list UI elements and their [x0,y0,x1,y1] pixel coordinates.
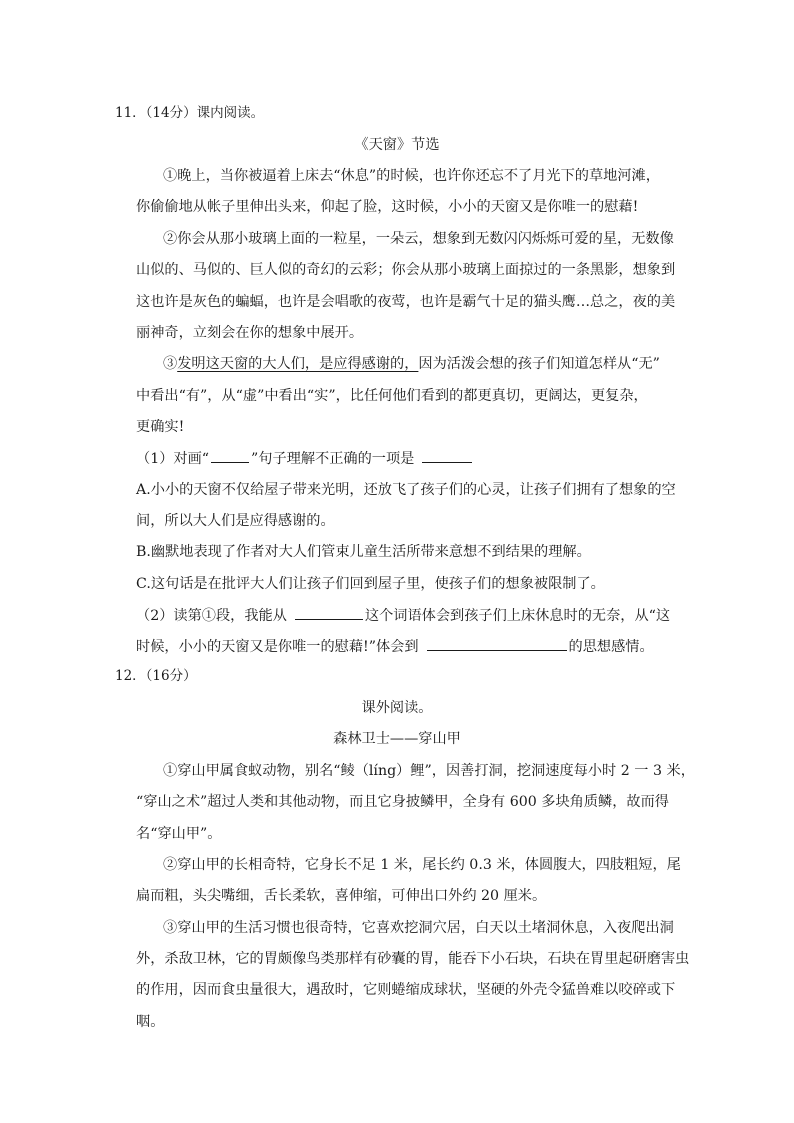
q11-sub2-part4: 的思想感情。 [568,639,654,655]
q11-p2-line1: ②你会从那小玻璃上面的一粒星，一朵云，想象到无数闪闪烁烁可爱的星，无数像 [163,231,674,247]
q11-p1-line1: ①晚上，当你被逼着上床去“休息”的时候，也许你还忘不了月光下的草地河滩， [163,168,660,184]
q11-p2-line2: 山似的、马似的、巨人似的奇幻的云彩；你会从那小玻璃上面掠过的一条黑影，想象到 [136,262,676,278]
q11-sub1-answer-blank[interactable] [422,448,472,463]
q11-p3-line2: 中看出“有”，从“虚”中看出“实”，比任何他们看到的都更真切，更阔达，更复杂， [136,388,648,404]
q11-sub2-part2: 这个词语体会到孩子们上床休息时的无奈，从“这 [364,608,671,624]
q11-sub1-quote-blank[interactable] [211,448,249,463]
q12-p1-line2: “穿山之术”超过人类和其他动物，而且它身披鳞甲，全身有 600 多块角质鳞，故而得 [136,794,669,810]
q11-sub2-part3: 时候，小小的天窗又是你唯一的慰藉!”体会到 [136,639,419,655]
q12-p1-line3: 名“穿山甲”。 [136,826,222,842]
q11-title: 《天窗》节选 [354,137,440,153]
q12-p2-line2: 扁而粗，头尖嘴细，舌长柔软，喜伸缩，可伸出口外约 20 厘米。 [136,888,547,904]
q11-sub1-middle: ”句子理解不正确的一项是 [251,451,415,467]
q11-sub2-line1 [136,605,670,626]
q11-sub1-question [136,448,474,469]
q12-p2-line1: ②穿山甲的长相奇特，它身长不足 1 米，尾长约 0.3 米，体圆腹大，四肢粗短，尾 [163,857,681,873]
q12-p3-line2: 外，杀敌卫林，它的胃颇像鸟类那样有砂囊的胃，能吞下小石块，石块在胃里起研磨害虫 [136,951,690,967]
q12-p3-line4: 咽。 [136,1014,165,1030]
q11-sub2-line2 [136,636,654,657]
q11-sub2-word-blank[interactable] [295,605,363,620]
q11-option-c: C.这句话是在批评大人们让孩子们回到屋子里，使孩子们的想象被限制了。 [136,576,605,592]
q12-p3-line3: 的作用，因而食虫量很大，遇敌时，它则蜷缩成球状，坚硬的外壳令猛兽难以咬碎或下 [136,982,676,998]
q11-sub2-part1: （2）读第①段，我能从 [136,608,287,624]
q11-p3-line3: 更确实! [136,419,185,435]
q12-p3-line1: ③穿山甲的生活习惯也很奇特，它喜欢挖洞穴居，白天以土堵洞休息，入夜爬出洞 [163,920,674,936]
q11-p2-line4: 丽神奇，立刻会在你的想象中展开。 [136,325,364,341]
q11-sub2-feeling-blank[interactable] [427,636,567,651]
q11-option-b: B.幽默地表现了作者对大人们管束儿童生活所带来意想不到结果的理解。 [136,544,591,560]
q11-sub1-prefix: （1）对画“ [136,451,210,467]
q11-p2-line3: 这也许是灰色的蝙蝠，也许是会唱歌的夜莺，也许是霸气十足的猫头鹰…总之，夜的美 [136,294,676,310]
q11-underlined-sentence: 发明这天窗的大人们，是应得感谢的， [177,356,419,372]
q11-option-a-line1: A.小小的天窗不仅给屋子带来光明，还放飞了孩子们的心灵，让孩子们拥有了想象的空 [136,482,676,498]
q12-p1-line1: ①穿山甲属食蚁动物，别名“鲮（líng）鲤”，因善打洞，挖洞速度每小时 2 一 3 米， [163,763,695,779]
q11-option-a-line2: 间，所以大人们是应得感谢的。 [136,513,335,529]
q12-header: 12．（16分） [115,668,197,684]
q12-title: 课外阅读。 [361,700,433,716]
q12-subtitle: 森林卫士——穿山甲 [333,731,461,747]
q11-p1-line2: 你偷偷地从帐子里伸出头来，仰起了脸，这时候，小小的天窗又是你唯一的慰藉! [136,199,639,215]
q11-p3-marker: ③ [163,356,178,372]
q11-p3-line1-rest: 因为活泼会想的孩子们知道怎样从“无” [418,356,660,372]
q11-p3-line1 [163,354,660,374]
q11-header: 11．（14分）课内阅读。 [115,105,265,121]
